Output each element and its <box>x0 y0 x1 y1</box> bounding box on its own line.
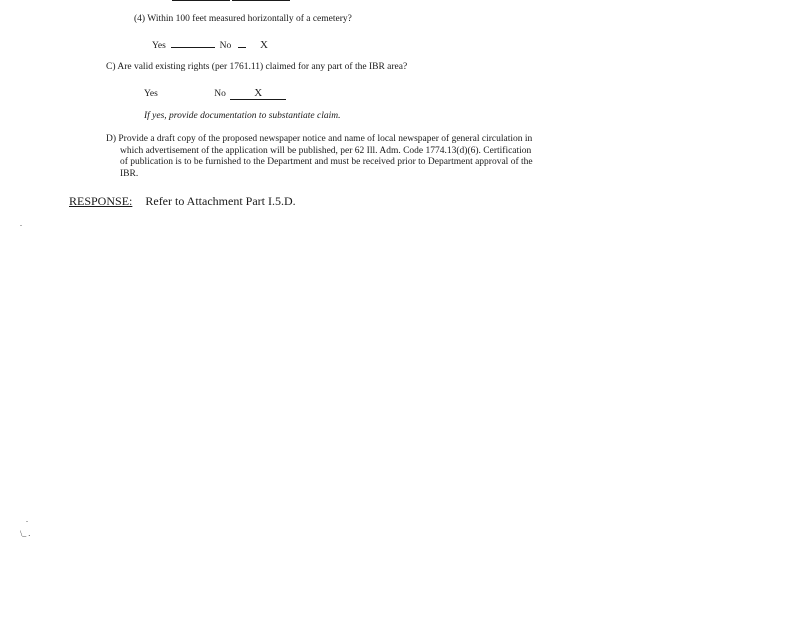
question-4-text <box>134 14 352 25</box>
question-c-text <box>106 62 407 73</box>
scan-speck-3: \_ . <box>20 529 31 538</box>
question-c-no-label: No <box>214 89 226 99</box>
question-c-label: C) Are valid existing rights (per 1761.11) claimed for any part of the IBR area? <box>106 62 408 72</box>
question-c-yes-label: Yes <box>144 89 158 99</box>
top-cutoff-rule-right <box>232 0 290 1</box>
question-4-no-label: No <box>219 41 232 51</box>
question-d-line-3: of publication is to be furnished to the Department and must be received prior to Department approval of the <box>120 157 533 167</box>
question-d-paragraph <box>106 134 568 180</box>
response-line <box>69 194 296 208</box>
question-4-no-blank <box>238 38 246 48</box>
question-d-line-4: IBR. <box>120 168 139 179</box>
response-label: RESPONSE: <box>69 194 133 208</box>
question-c-followup <box>144 111 340 122</box>
question-d-line-2: which advertisement of the application will be published, per 62 Ill. Adm. Code 1774.13(d)(6). Certification <box>120 145 532 156</box>
question-c-answer-mark: X <box>230 88 286 100</box>
scan-speck-1: . <box>20 219 22 228</box>
scan-speck-2: . <box>26 515 28 524</box>
question-4-yes-blank <box>171 38 215 48</box>
question-4-yes-label: Yes <box>152 41 166 51</box>
question-d-line-1: D) Provide a draft copy of the proposed newspaper notice and name of local newspaper of general circulation in <box>106 134 533 144</box>
question-c-followup-text: If yes, provide documentation to substantiate claim. <box>144 111 341 121</box>
question-4-label: (4) Within 100 feet measured horizontally of a cemetery? <box>134 14 352 24</box>
question-c-answer-row <box>144 88 286 100</box>
question-4-answer-mark: X <box>259 39 268 51</box>
response-text: Refer to Attachment Part I.5.D. <box>145 194 296 208</box>
top-cutoff-rule-left <box>172 0 230 1</box>
question-4-answer-row <box>152 38 270 52</box>
